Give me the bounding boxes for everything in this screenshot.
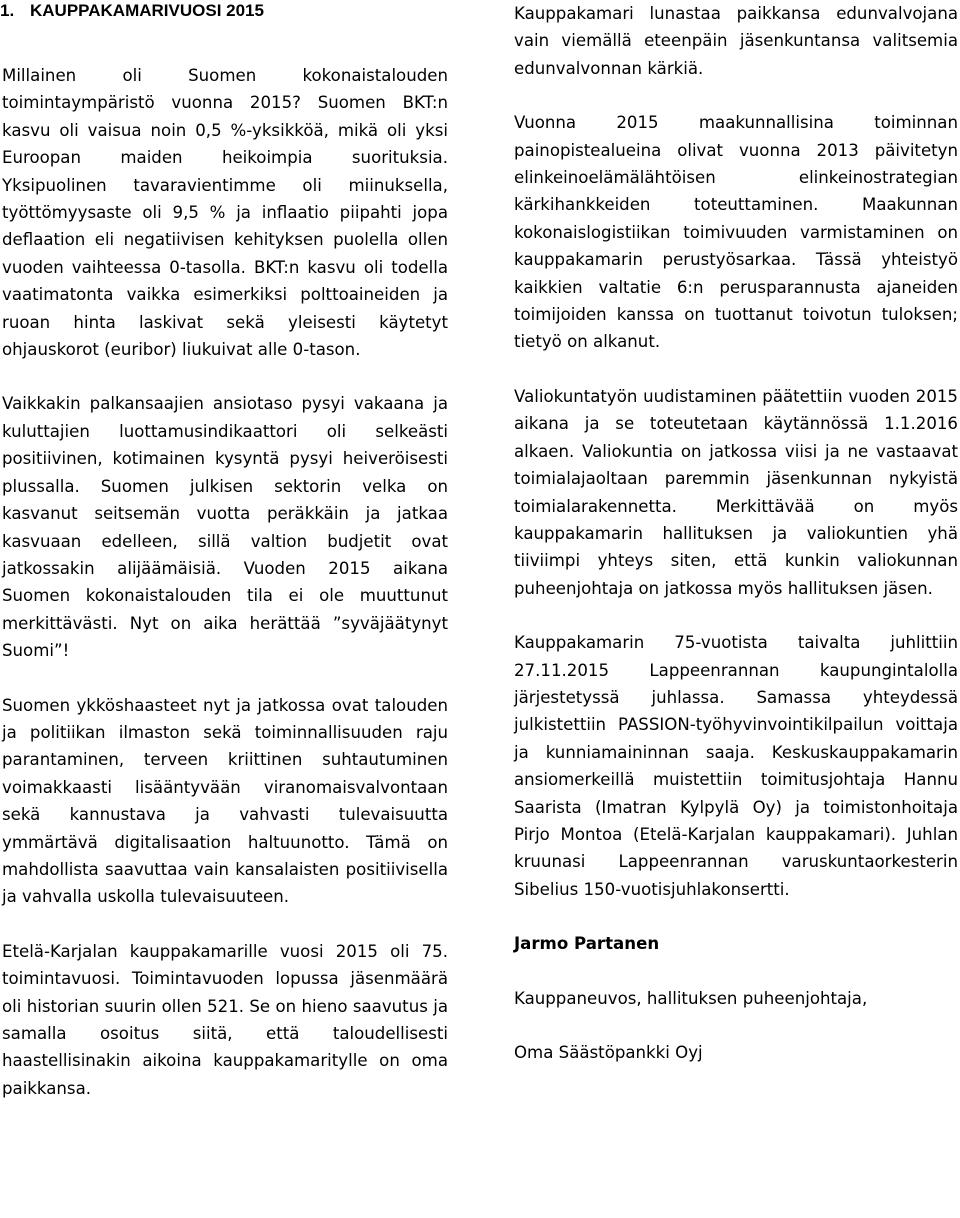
paragraph-anniversary-year: Etelä-Karjalan kauppakamarille vuosi 2015 oli 75. toimintavuosi. Toimintavuoden lopussa jäsenmäärä oli historian suurin ollen 521. Se on hieno saavutus ja samalla osoitus siitä, että taloudellisesti haastellisinakin aikoina kauppakamaritylle on oma paikkansa. bbox=[2, 941, 448, 1098]
paragraph-domestic-demand: Vaikkakin palkansaajien ansiotaso pysyi vakaana ja kuluttajien luottamusindikaattori oli selkeästi positiivinen, kotimainen kysyntä pysyi heiveröisesti plussalla. Suomen julkisen sektorin velka on kasvanut seitsemän vuotta peräkkäin ja jatkaa kasvuaan edelleen, sillä valtion budjetit ovat jatkossakin alijäämäisiä. Vuoden 2015 aikana Suomen kokonaistalouden tila ei ole muuttunut merkittävästi. Nyt on aika herättää ”syväjäätynyt Suomi”! bbox=[2, 394, 448, 661]
left-column bbox=[2, 62, 448, 1129]
signature-name: Jarmo Partanen bbox=[514, 934, 660, 954]
section-number: 1. bbox=[0, 1, 15, 20]
paragraph-anniversary-celebration: Kauppakamarin 75-vuotista taivalta juhlittiin 27.11.2015 Lappeenrannan kaupungintalolla järjestetyssä juhlassa. Samassa yhteydessä julkistettiin PASSION-työhyvinvointikilpailun voittaja ja kunniamaininnan saaja. Keskuskauppakamarin ansiomerkeillä muistettiin toimitusjohtaja Hannu Saarista (Imatran Kylpylä Oy) ja toimistonhoitaja Pirjo Montoa (Etelä-Karjalan kauppakamari). Juhlan kruunasi Lappeenrannan varuskuntaorkesterin Sibelius 150-vuotisjuhlakonsertti. bbox=[514, 633, 958, 899]
section-heading bbox=[0, 0, 264, 22]
paragraph-advocacy: Kauppakamari lunastaa paikkansa edunvalvojana vain viemällä eteenpäin jäsenkuntansa valitsemia edunvalvonnan kärkiä. bbox=[514, 4, 958, 78]
signature-block bbox=[514, 930, 958, 1066]
signature-title-line-2: Oma Säästöpankki Oyj bbox=[514, 1043, 703, 1062]
section-title: KAUPPAKAMARIVUOSI 2015 bbox=[30, 1, 264, 20]
right-column bbox=[514, 0, 958, 1093]
paragraph-challenges: Suomen ykköshaasteet nyt ja jatkossa ovat talouden ja politiikan ilmaston sekä toiminnallisuuden raju parantaminen, terveen kriittinen suhtautuminen voimakkaasti lisääntyvään viranomaisvalvontaan sekä kannustava ja vahvasti tulevaisuutta ymmärtävä digitalisaation haltuunotto. Tämä on mahdollista saavuttaa vain kansalaisten positiivisella ja vahvalla uskolla tulevaisuuteen. bbox=[2, 695, 448, 907]
paragraph-economy-overview: Millainen oli Suomen kokonaistalouden toimintaympäristö vuonna 2015? Suomen BKT:n kasvu oli vaisua noin 0,5 %-yksikköä, mikä oli yksi Euroopan maiden heikoimpia suorituksia. Yksipuolinen tavaravientimme oli miinuksella, työttömyysaste oli 9,5 % ja inflaatio piipahti jopa deflaation eli negatiivisen kehityksen puolella ollen vuoden vaihteessa 0-tasolla. BKT:n kasvu oli todella vaatimatonta vaikka esimerkiksi polttoaineiden ja ruoan hinta laskivat sekä yleisesti käytetyt ohjauskorot (euribor) liukuivat alle 0-tason. bbox=[2, 66, 448, 360]
signature-title-line-1: Kauppaneuvos, hallituksen puheenjohtaja, bbox=[514, 988, 868, 1008]
paragraph-regional-priorities: Vuonna 2015 maakunnallisina toiminnan painopistealueina olivat vuonna 2013 päivitetyn elinkeinoelämälähtöisen elinkeinostrategian kärkihankkeiden toteuttaminen. Maakunnan kokonaislogistiikan toimivuuden varmistaminen on kauppakamarin perustyösarkaa. Tässä yhteistyö kaikkien valtatie 6:n perusparannusta ajaneiden toimijoiden kanssa on tuottanut toivotun tuloksen; tietyö on alkanut. bbox=[514, 113, 958, 352]
paragraph-committee-reform: Valiokuntatyön uudistaminen päätettiin vuoden 2015 aikana ja se toteutetaan käytännössä 1.1.2016 alkaen. Valiokuntia on jatkossa viisi ja ne vastaavat toimialajaoltaan paremmin jäsenkunnan nykyistä toimialarakennetta. Merkittävää on myös kauppakamarin hallituksen ja valiokuntien yhä tiiviimpi yhteys siten, että kunkin valiokunnan puheenjohtaja on jatkossa myös hallituksen jäsen. bbox=[514, 386, 958, 598]
